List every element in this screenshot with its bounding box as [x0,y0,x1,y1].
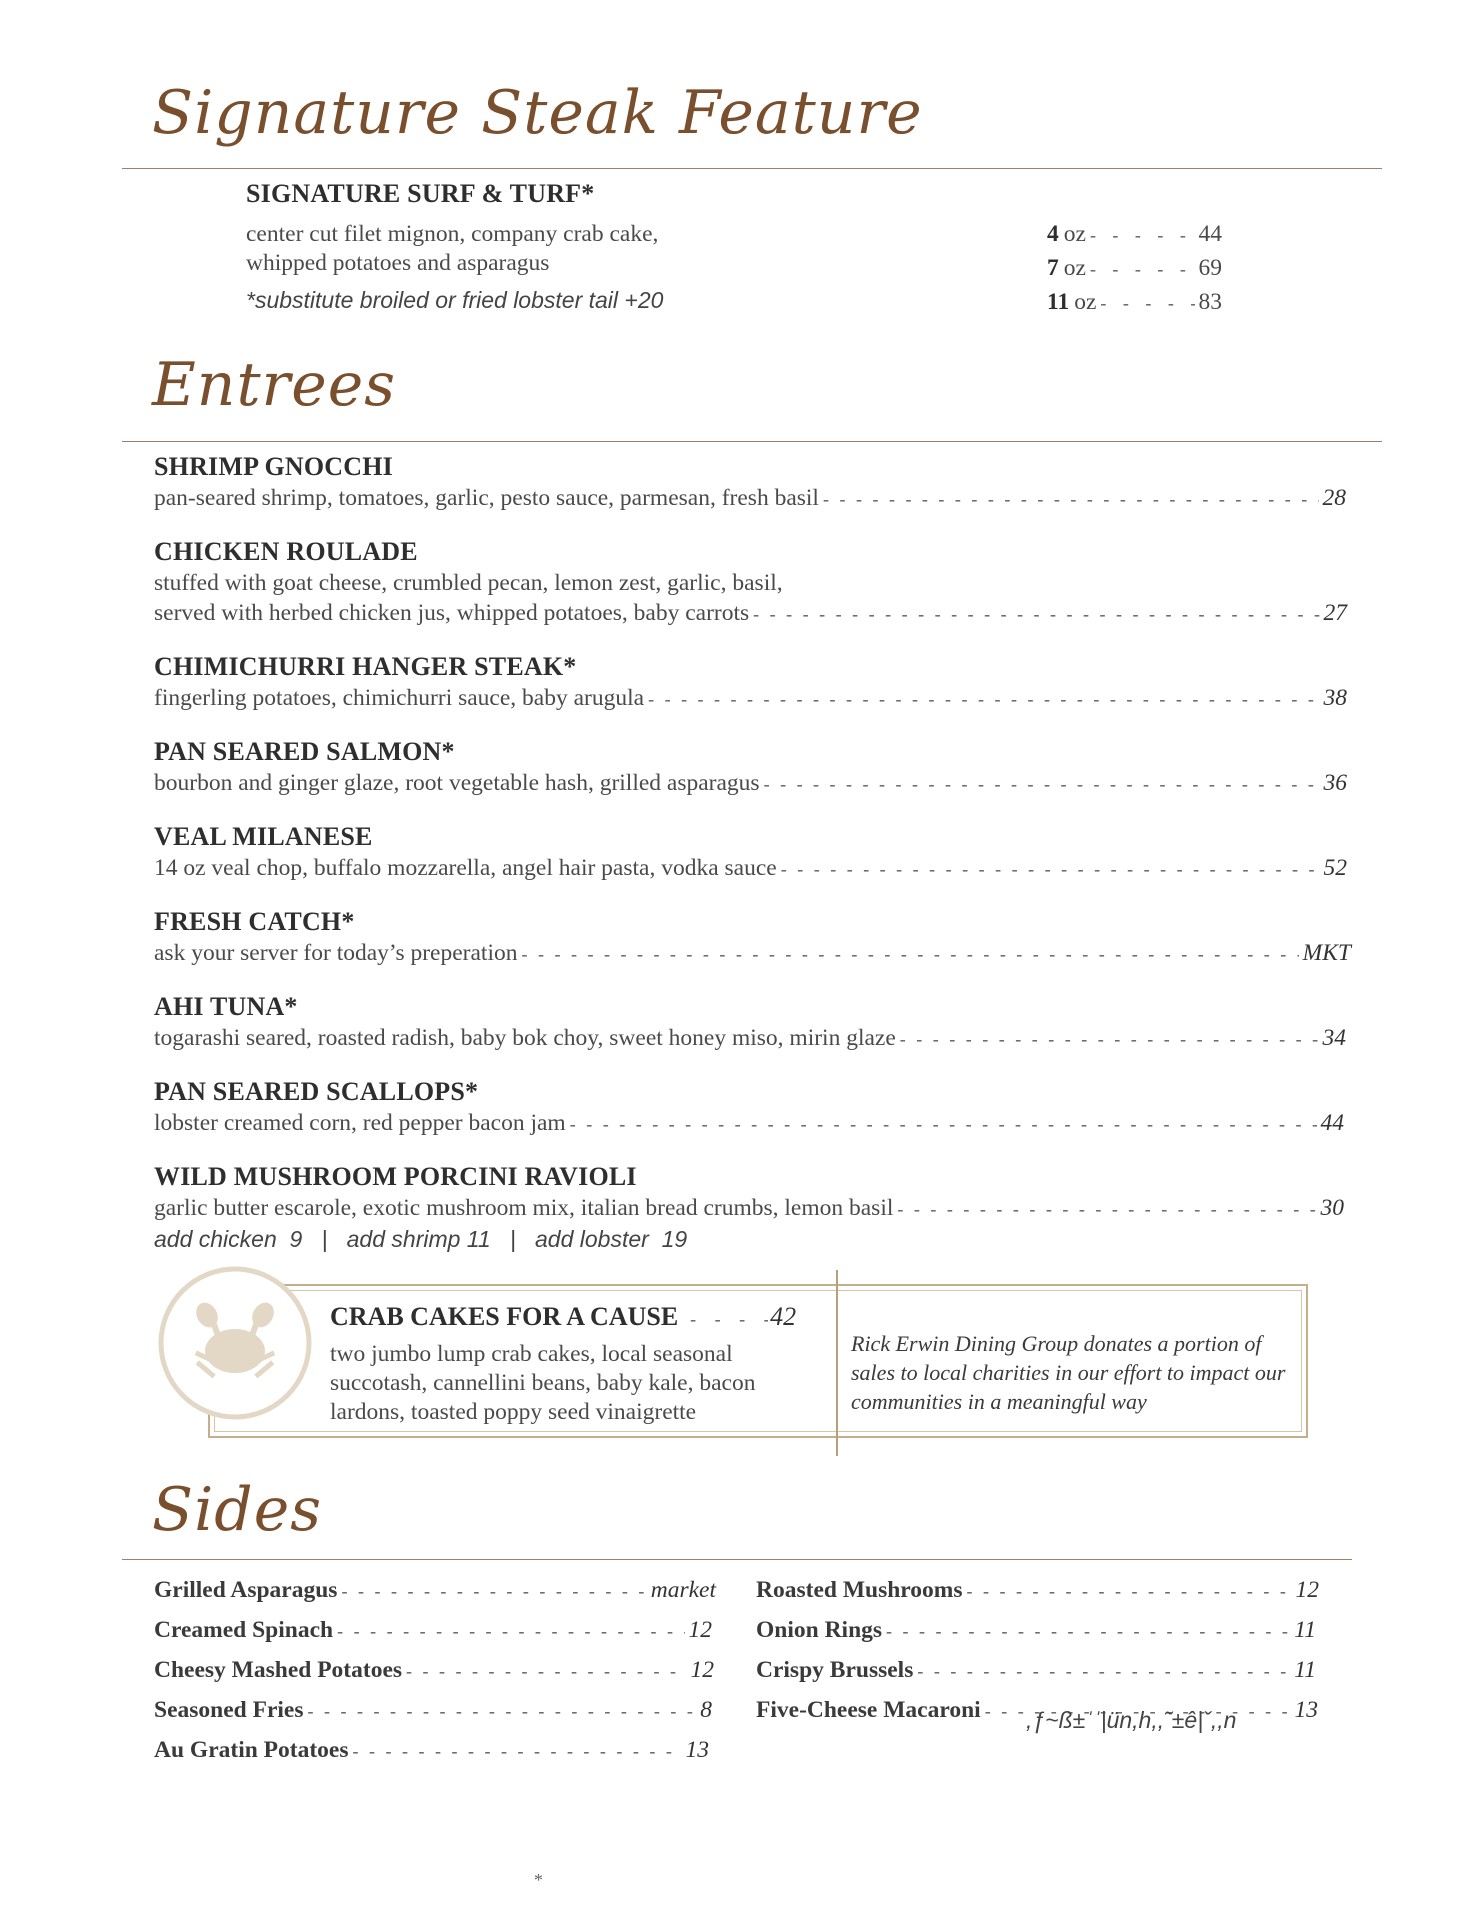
signature-desc-line-2: whipped potatoes and asparagus [246,250,550,276]
entree-name: AHI TUNA* [154,992,298,1021]
size-price: 44 [1198,221,1222,247]
entree-name: CHIMICHURRI HANGER STEAK* [154,652,577,681]
side-price: market [650,1577,716,1603]
entree-desc: pan-seared shrimp, tomatoes, garlic, pesto sauce, parmesan, fresh basil [154,485,819,511]
entree-price: MKT [1302,940,1351,966]
side-name: Crispy Brussels [756,1657,914,1683]
side-item [756,1617,1316,1644]
entree-name: FRESH CATCH* [154,907,355,936]
entree-price: 36 [1323,770,1347,796]
entree-desc-row [154,1110,1344,1137]
size-row [1047,255,1222,282]
side-item [154,1577,716,1604]
cause-divider [836,1270,838,1456]
cause-desc-line: succotash, cannellini beans, baby kale, bacon [330,1370,756,1396]
entree-price: 34 [1322,1025,1346,1051]
entree-price: 52 [1323,855,1347,881]
side-item [154,1657,714,1684]
side-item [154,1697,712,1724]
side-price: 11 [1294,1617,1316,1643]
side-name: Cheesy Mashed Potatoes [154,1657,403,1683]
entree-name: WILD MUSHROOM PORCINI RAVIOLI [154,1162,637,1191]
size-unit: oz [1063,255,1086,281]
entree-name: CHICKEN ROULADE [154,537,418,566]
entree-desc-first-line: stuffed with goat cheese, crumbled pecan, lemon zest, garlic, basil, [154,570,783,596]
size-price: 83 [1198,289,1222,315]
entree-price: 27 [1323,600,1347,626]
entree-addons: add chicken 9 | add shrimp 11 | add lobster 19 [154,1226,688,1252]
size-unit: oz [1074,289,1097,315]
cause-desc-line: lardons, toasted poppy seed vinaigrette [330,1399,697,1425]
entrees-heading: Entrees [152,350,397,420]
entree-desc: garlic butter escarole, exotic mushroom mix, italian bread crumbs, lemon basil [154,1195,894,1221]
entree-desc-row [154,770,1347,797]
side-name: Creamed Spinach [154,1617,334,1643]
side-price: 8 [700,1697,712,1723]
entree-desc: bourbon and ginger glaze, root vegetable hash, grilled asparagus [154,770,760,796]
footer-asterisk: * [534,1870,543,1890]
entree-desc-row [154,685,1347,712]
entree-price: 44 [1320,1110,1344,1136]
size-value: 4 [1047,221,1059,247]
side-price: 13 [1294,1697,1318,1723]
entree-price: 30 [1320,1195,1344,1221]
signature-item-name: SIGNATURE SURF & TURF* [246,179,595,208]
entrees-rule [122,441,1382,442]
entree-desc-row [154,940,1351,967]
sides-heading: Sides [152,1475,322,1545]
entree-desc: ask your server for today’s preperation [154,940,518,966]
cause-title: CRAB CAKES FOR A CAUSE [330,1302,679,1331]
entree-desc: 14 oz veal chop, buffalo mozzarella, angel hair pasta, vodka sauce [154,855,777,881]
entree-name: PAN SEARED SCALLOPS* [154,1077,479,1106]
cause-note-line: communities in a meaningful way [851,1389,1147,1414]
side-name: Seasoned Fries [154,1697,304,1723]
entree-desc: fingerling potatoes, chimichurri sauce, baby arugula [154,685,645,711]
signature-heading: Signature Steak Feature [152,78,923,148]
size-price: 69 [1198,255,1222,281]
signature-substitute-note: *substitute broiled or fried lobster tail +20 [246,287,664,313]
entree-desc-row [154,1195,1344,1222]
entree-desc: served with herbed chicken jus, whipped potatoes, baby carrots [154,600,750,626]
size-row [1047,221,1222,248]
entree-price: 28 [1322,485,1346,511]
side-item [154,1617,712,1644]
sides-rule [122,1559,1352,1560]
side-item [756,1657,1316,1684]
side-name: Grilled Asparagus [154,1577,338,1603]
crab-icon [155,1263,315,1423]
side-item [756,1577,1319,1604]
size-value: 7 [1047,255,1059,281]
side-name: Five-Cheese Macaroni [756,1697,981,1723]
entree-name: VEAL MILANESE [154,822,373,851]
side-name: Au Gratin Potatoes [154,1737,349,1763]
cause-title-row [330,1302,805,1332]
side-price: 12 [688,1617,712,1643]
entree-name: SHRIMP GNOCCHI [154,452,393,481]
cause-note-line: sales to local charities in our effort to impact our [851,1360,1286,1385]
entree-desc-row [154,485,1346,512]
signature-desc-line-1: center cut filet mignon, company crab cake, [246,221,659,247]
entree-desc-row [154,855,1347,882]
side-price: 13 [685,1737,709,1763]
entree-name: PAN SEARED SALMON* [154,737,455,766]
cause-note-line: Rick Erwin Dining Group donates a portion of [851,1331,1262,1356]
entree-desc-row [154,600,1347,627]
entree-price: 38 [1323,685,1347,711]
size-value: 11 [1047,289,1070,315]
entree-desc-row [154,1025,1346,1052]
cause-desc-line: two jumbo lump crab cakes, local seasonal [330,1341,733,1367]
entree-desc: lobster creamed corn, red pepper bacon jam [154,1110,566,1136]
sides-garbled-note: ,ƒ~ß±ˈˈ|ün,h,,˜±ê|ˇ,,n [1026,1707,1237,1733]
entree-desc: togarashi seared, roasted radish, baby bok choy, sweet honey miso, mirin glaze [154,1025,896,1051]
side-price: 12 [1295,1577,1319,1603]
size-unit: oz [1063,221,1086,247]
side-price: 11 [1294,1657,1316,1683]
side-name: Roasted Mushrooms [756,1577,963,1603]
side-item [154,1737,709,1764]
side-price: 12 [690,1657,714,1683]
cause-price: 42 [770,1302,797,1331]
signature-rule [122,168,1382,169]
side-name: Onion Rings [756,1617,883,1643]
size-row [1047,289,1222,316]
